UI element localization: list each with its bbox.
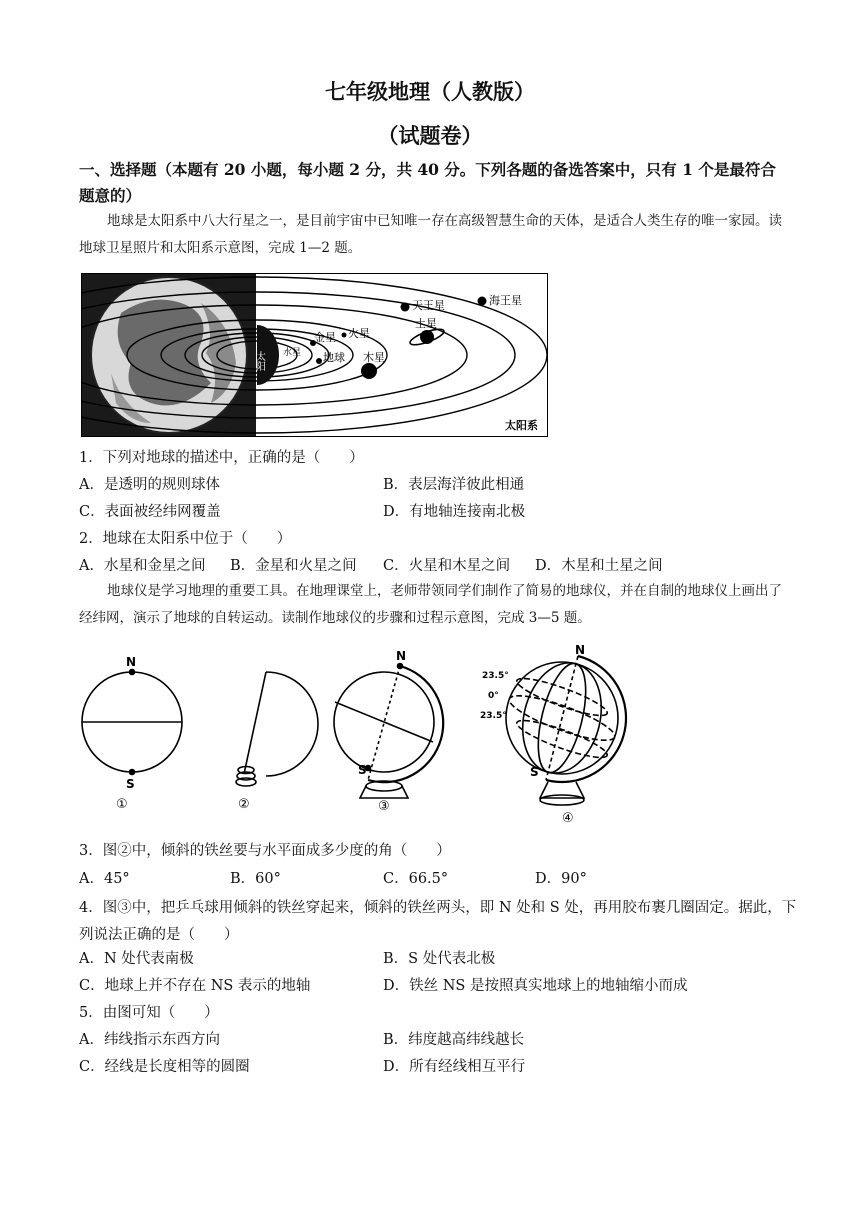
- q4-option-b[interactable]: B．S 处代表北极: [383, 951, 496, 967]
- q2-option-a[interactable]: A．水星和金星之间: [79, 558, 206, 574]
- page-subtitle: （试题卷）: [377, 123, 483, 148]
- earth-photo: [82, 274, 256, 436]
- q1-option-b[interactable]: B．表层海洋彼此相通: [383, 477, 525, 493]
- passage-1: 地球是太阳系中八大行星之一，是目前宇宙中已知唯一存在高级智慧生命的天体，是适合人类生存的唯一家园。读地球卫星照片和太阳系示意图，完成 1—2 题。: [79, 213, 782, 256]
- q2-option-d[interactable]: D．木星和土星之间: [535, 558, 663, 574]
- lat-north-label: 23.5°: [482, 671, 509, 681]
- q3-option-a[interactable]: A．45°: [79, 871, 130, 887]
- step1-number: ①: [116, 797, 128, 812]
- uranus-label: 天王星: [412, 299, 445, 312]
- mars: [342, 333, 347, 338]
- page-title: 七年级地理（人教版）: [325, 79, 535, 104]
- section-heading: 一、选择题（本题有 20 小题，每小题 2 分，共 40 分。下列各题的备选答案中，只有 1 个是最符合题意的）: [79, 160, 776, 205]
- step-4-globe-grid: [505, 654, 626, 805]
- step-3-sphere-axis: [334, 664, 443, 799]
- q4-option-d[interactable]: D．铁丝 NS 是按照真实地球上的地轴缩小而成: [383, 978, 688, 994]
- q2-option-b[interactable]: B．金星和火星之间: [230, 558, 357, 574]
- q1-option-a[interactable]: A．是透明的规则球体: [79, 477, 220, 493]
- question-4-stem: 4．图③中，把乒乓球用倾斜的铁丝穿起来，倾斜的铁丝两头，即 N 处和 S 处，再用胶布裹几圈固定。据此，下列说法正确的是（ ）: [79, 900, 797, 943]
- question-5-stem: 5．由图可知（ ）: [79, 1005, 219, 1021]
- step4-s-label: S: [530, 765, 539, 779]
- q3-option-b[interactable]: B．60°: [230, 871, 281, 887]
- earth-solar-figure: [81, 273, 548, 437]
- step3-n-label: N: [396, 649, 407, 663]
- lat-south-label: 23.5°: [480, 711, 507, 721]
- step2-number: ②: [238, 797, 250, 812]
- q4-option-c[interactable]: C．地球上并不存在 NS 表示的地轴: [79, 978, 311, 994]
- question-1-stem: 1．下列对地球的描述中，正确的是（ ）: [79, 450, 364, 466]
- earth-label: 地球: [323, 351, 345, 364]
- question-3-stem: 3．图②中，倾斜的铁丝要与水平面成多少度的角（ ）: [79, 843, 451, 859]
- venus-label: 金星: [314, 331, 336, 344]
- sun-label: 太阳: [253, 351, 265, 371]
- globe-steps-figure: [78, 642, 638, 828]
- q3-option-c[interactable]: C．66.5°: [383, 871, 449, 887]
- step-2-wire-stand: [236, 672, 318, 786]
- jupiter-label: 木星: [363, 351, 385, 364]
- q5-option-d[interactable]: D．所有经线相互平行: [383, 1059, 526, 1075]
- lat-equator-label: 0°: [488, 691, 499, 701]
- passage-2: 地球仪是学习地理的重要工具。在地理课堂上，老师带领同学们制作了简易的地球仪，并在自制的地球仪上画出了经纬网，演示了地球的自转运动。读制作地球仪的步骤和过程示意图，完成 3—5 题。: [79, 583, 782, 626]
- jupiter: [361, 363, 377, 379]
- q5-option-c[interactable]: C．经线是长度相等的圆圈: [79, 1059, 250, 1075]
- question-2-stem: 2．地球在太阳系中位于（ ）: [79, 531, 292, 547]
- step1-s-label: S: [126, 777, 135, 791]
- mercury-label: 水星: [283, 348, 302, 358]
- step4-number: ④: [562, 811, 574, 826]
- step-1-sphere: [82, 670, 182, 775]
- q5-option-a[interactable]: A．纬线指示东西方向: [79, 1032, 220, 1048]
- q2-option-c[interactable]: C．火星和木星之间: [383, 558, 511, 574]
- neptune-label: 海王星: [489, 294, 522, 307]
- solar-caption: 太阳系: [505, 419, 538, 432]
- step4-n-label: N: [575, 643, 586, 657]
- uranus: [401, 303, 410, 312]
- q4-option-a[interactable]: A．N 处代表南极: [79, 951, 194, 967]
- q5-option-b[interactable]: B．纬度越高纬线越长: [383, 1032, 525, 1048]
- step3-s-label: S: [358, 763, 367, 777]
- q1-option-d[interactable]: D．有地轴连接南北极: [383, 504, 526, 520]
- q1-option-c[interactable]: C．表面被经纬网覆盖: [79, 504, 221, 520]
- saturn-label: 土星: [415, 317, 437, 330]
- step3-number: ③: [378, 799, 390, 814]
- step1-n-label: N: [126, 655, 137, 669]
- mars-label: 火星: [348, 327, 370, 340]
- earth-planet: [316, 358, 322, 364]
- neptune: [478, 297, 487, 306]
- q3-option-d[interactable]: D．90°: [535, 871, 587, 887]
